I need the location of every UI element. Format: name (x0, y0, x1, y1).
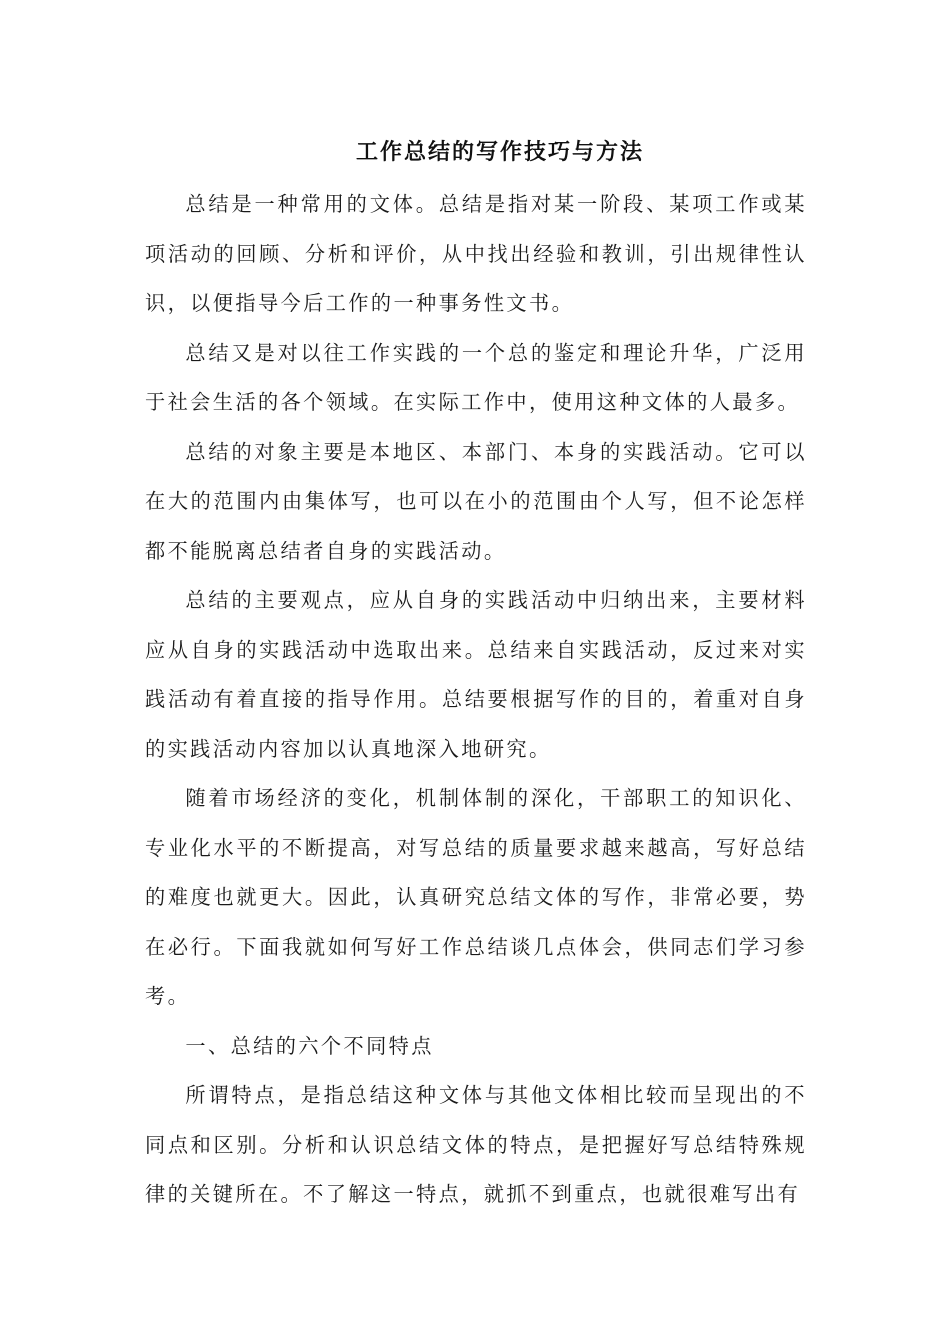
section-heading-1: 一、总结的六个不同特点 (185, 1033, 434, 1058)
document-body (145, 180, 807, 1220)
paragraph-theory: 总结又是对以往工作实践的一个总的鉴定和理论升华，广泛用于社会生活的各个领域。在实际工作中，使用这种文体的人最多。 (145, 340, 807, 414)
paragraph-features: 所谓特点，是指总结这种文体与其他文体相比较而呈现出的不同点和区别。分析和认识总结文体的特点，是把握好写总结特殊规律的关键所在。不了解这一特点，就抓不到重点，也就很难写出有 (145, 1083, 807, 1206)
paragraph-background: 随着市场经济的变化，机制体制的深化，干部职工的知识化、专业化水平的不断提高，对写总结的质量要求越来越高，写好总结的难度也就更大。因此，认真研究总结文体的写作，非常必要，势在必行。下面我就如何写好工作总结谈几点体会，供同志们学习参考。 (145, 786, 807, 1008)
paragraph-viewpoint: 总结的主要观点，应从自身的实践活动中归纳出来，主要材料应从自身的实践活动中选取出来。总结来自实践活动，反过来对实践活动有着直接的指导作用。总结要根据写作的目的，着重对自身的实践活动内容加以认真地深入地研究。 (145, 588, 807, 761)
document-title: 工作总结的写作技巧与方法 (355, 139, 644, 165)
paragraph-object: 总结的对象主要是本地区、本部门、本身的实践活动。它可以在大的范围内由集体写，也可以在小的范围由个人写，但不论怎样都不能脱离总结者自身的实践活动。 (145, 439, 807, 563)
paragraph-intro-definition: 总结是一种常用的文体。总结是指对某一阶段、某项工作或某项活动的回顾、分析和评价，从中找出经验和教训，引出规律性认识，以便指导今后工作的一种事务性文书。 (145, 192, 807, 315)
